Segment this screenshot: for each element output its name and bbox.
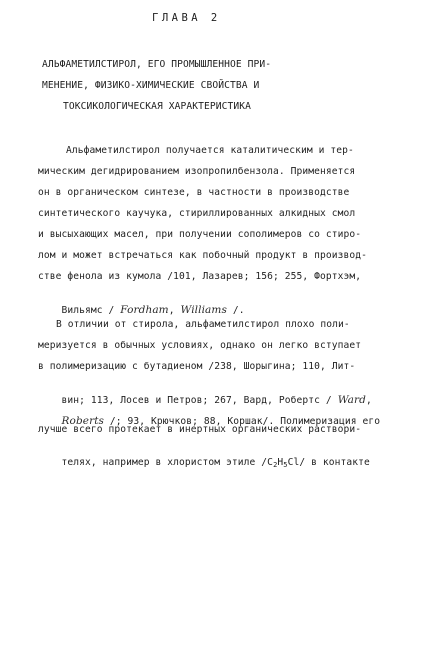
paragraph-line: В отличии от стирола, альфаметилстирол плохо поли- [56,319,350,330]
handwritten-text: Williams [180,304,227,316]
text-run: H [277,457,284,468]
handwritten-text: Ward [337,394,366,406]
paragraph-line: лом и может встречаться как побочный продукт в производ- [38,250,368,261]
text-run: , [365,395,372,406]
text-run: Cl/ в контакте [287,457,370,468]
chapter-heading: ГЛАВА 2 [152,12,221,24]
text-run: телях, например в хлористом этиле /C [61,457,274,468]
paragraph-line: меризуется в обычных условиях, однако он легко вступает [38,340,362,351]
paragraph-line: стве фенола из кумола /101, Лазарев; 156; 255, Фортхэм, [38,271,362,282]
text-run: /; 93, Крючков; 88, Коршак/. Полимеризация его [104,416,381,427]
title-line: МЕНЕНИЕ, ФИЗИКО-ХИМИЧЕСКИЕ СВОЙСТВА И [42,80,260,91]
paragraph-line: и высыхающих масел, при получении сополимеров со стиро- [38,229,362,240]
text-run: вин; 113, Лосев и Петров; 267, Вард, Робертс / [61,395,338,406]
paragraph-line [38,445,370,481]
paragraph-line: синтетического каучука, стириллированных алкидных смол [38,208,356,219]
title-line: ТОКСИКОЛОГИЧЕСКАЯ ХАРАКТЕРИСТИКА [63,101,252,112]
text-run: Вильямс / [61,305,121,316]
paragraph-line: мическим дегидрированием изопропилбензола. Применяется [38,166,356,177]
paragraph-line: Альфаметилстирол получается каталитическим и тер- [66,145,354,156]
handwritten-text: Fordham [120,304,169,316]
paragraph-line: лучше всего протекает в инертных органических раствори- [38,424,362,435]
text-run: , [168,305,181,316]
title-line: АЛЬФАМЕТИЛСТИРОЛ, ЕГО ПРОМЫШЛЕННОЕ ПРИ- [42,59,272,70]
paragraph-line: он в органическом синтезе, в частности в производстве [38,187,350,198]
subscript: 5 [283,461,288,469]
subscript: 2 [273,461,278,469]
text-run: /. [226,305,245,316]
handwritten-text: Roberts [61,415,105,427]
paragraph-line: в полимеризацию с бутадиеном /238, Шорыгина; 110, Лит- [38,361,356,372]
